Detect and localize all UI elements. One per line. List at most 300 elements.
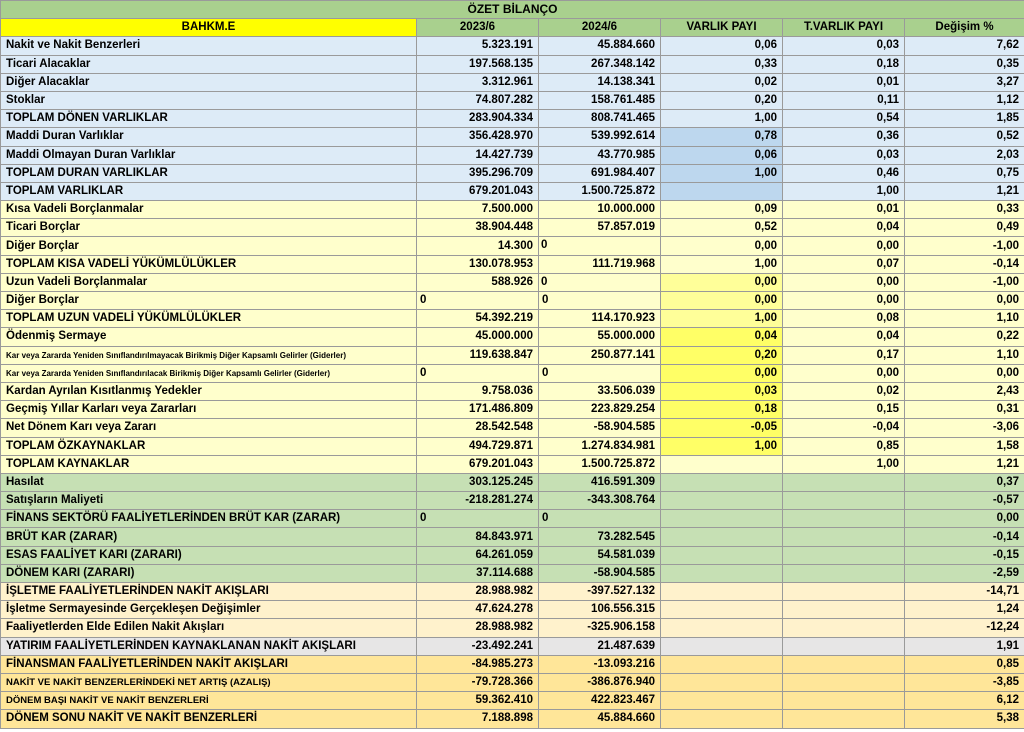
cell-2023[interactable]: 9.758.036 — [417, 382, 539, 400]
row-label[interactable]: Nakit ve Nakit Benzerleri — [1, 37, 417, 55]
row-label[interactable]: BRÜT KAR (ZARAR) — [1, 528, 417, 546]
row-label[interactable]: DÖNEM SONU NAKİT VE NAKİT BENZERLERİ — [1, 710, 417, 728]
cell-asset-share[interactable] — [661, 710, 783, 728]
cell-total-asset-share[interactable]: 0,03 — [783, 146, 905, 164]
cell-2023[interactable]: 0 — [417, 364, 539, 382]
cell-2023[interactable]: 283.904.334 — [417, 110, 539, 128]
cell-change-pct[interactable]: 6,12 — [905, 692, 1024, 710]
table-row — [1, 601, 1024, 619]
cell-2023[interactable]: -23.492.241 — [417, 637, 539, 655]
table-row — [1, 237, 1024, 255]
table-row — [1, 473, 1024, 491]
cell-2024[interactable] — [539, 401, 661, 419]
cell-2024-value: 73.282.545 — [597, 530, 655, 543]
cell-change-pct[interactable]: 0,00 — [905, 364, 1024, 382]
cell-total-asset-share[interactable]: 0,11 — [783, 91, 905, 109]
cell-2024[interactable] — [539, 292, 661, 310]
cell-change-pct[interactable]: 0,75 — [905, 164, 1024, 182]
cell-2023[interactable]: 64.261.059 — [417, 546, 539, 564]
row-label[interactable]: İşletme Sermayesinde Gerçekleşen Değişimler — [1, 601, 417, 619]
cell-2024[interactable] — [539, 146, 661, 164]
cell-2024[interactable] — [539, 110, 661, 128]
cell-2024-value: -397.527.132 — [587, 585, 655, 598]
table-row — [1, 655, 1024, 673]
cell-2024-value: 539.992.614 — [591, 130, 655, 143]
row-label[interactable]: FİNANS SEKTÖRÜ FAALİYETLERİNDEN BRÜT KAR (ZARAR) — [1, 510, 417, 528]
table-row — [1, 110, 1024, 128]
table-row — [1, 364, 1024, 382]
sheet-title-row — [1, 1, 1024, 19]
cell-total-asset-share[interactable] — [783, 510, 905, 528]
cell-2023[interactable]: 356.428.970 — [417, 128, 539, 146]
cell-2023[interactable]: 3.312.961 — [417, 73, 539, 91]
cell-total-asset-share[interactable]: 0,00 — [783, 237, 905, 255]
cell-2024[interactable] — [539, 546, 661, 564]
cell-2023[interactable]: 59.362.410 — [417, 692, 539, 710]
cell-asset-share[interactable] — [661, 637, 783, 655]
cell-asset-share[interactable]: 1,00 — [661, 310, 783, 328]
cell-total-asset-share[interactable]: 0,02 — [783, 382, 905, 400]
cell-total-asset-share[interactable]: 0,85 — [783, 437, 905, 455]
cell-2024[interactable] — [539, 128, 661, 146]
cell-change-pct[interactable]: 1,12 — [905, 91, 1024, 109]
header-asset-share[interactable]: VARLIK PAYI — [661, 19, 783, 37]
row-label[interactable]: Maddi Duran Varlıklar — [1, 128, 417, 146]
cell-asset-share[interactable] — [661, 546, 783, 564]
row-label[interactable]: TOPLAM KAYNAKLAR — [1, 455, 417, 473]
cell-2024-value: 808.741.465 — [591, 112, 655, 125]
table-row — [1, 437, 1024, 455]
cell-2023[interactable]: -84.985.273 — [417, 655, 539, 673]
cell-change-pct[interactable]: 1,10 — [905, 346, 1024, 364]
cell-2024[interactable] — [539, 637, 661, 655]
row-label[interactable]: NAKİT VE NAKİT BENZERLERİNDEKİ NET ARTIŞ (AZALIŞ) — [1, 673, 417, 691]
cell-change-pct[interactable]: -3,06 — [905, 419, 1024, 437]
cell-2024[interactable] — [539, 237, 661, 255]
cell-change-pct[interactable]: 0,85 — [905, 655, 1024, 673]
table-row — [1, 55, 1024, 73]
cell-total-asset-share[interactable]: 0,08 — [783, 310, 905, 328]
cell-asset-share[interactable]: 1,00 — [661, 255, 783, 273]
cell-asset-share[interactable]: 1,00 — [661, 110, 783, 128]
cell-2024-value: 111.719.968 — [592, 257, 655, 270]
cell-2024[interactable] — [539, 310, 661, 328]
row-label[interactable]: Kar veya Zararda Yeniden Sınıflandırılacak Birikmiş Diğer Kapsamlı Gelirler (Giderler) — [1, 364, 417, 382]
cell-asset-share[interactable]: -0,05 — [661, 419, 783, 437]
cell-asset-share[interactable]: 0,20 — [661, 91, 783, 109]
cell-2023[interactable]: 45.000.000 — [417, 328, 539, 346]
row-label[interactable]: FİNANSMAN FAALİYETLERİNDEN NAKİT AKIŞLARI — [1, 655, 417, 673]
cell-change-pct[interactable]: 1,24 — [905, 601, 1024, 619]
cell-2023[interactable]: 197.568.135 — [417, 55, 539, 73]
cell-2024[interactable] — [539, 510, 661, 528]
cell-2023[interactable]: 171.486.809 — [417, 401, 539, 419]
cell-total-asset-share[interactable]: -0,04 — [783, 419, 905, 437]
cell-2023[interactable]: 54.392.219 — [417, 310, 539, 328]
cell-2024[interactable] — [539, 492, 661, 510]
row-label[interactable]: TOPLAM KISA VADELİ YÜKÜMLÜLÜKLER — [1, 255, 417, 273]
cell-asset-share[interactable]: 0,00 — [661, 292, 783, 310]
table-row — [1, 164, 1024, 182]
cell-2024-value: -58.904.585 — [593, 566, 655, 579]
table-row — [1, 182, 1024, 200]
table-row — [1, 219, 1024, 237]
cell-total-asset-share[interactable]: 0,46 — [783, 164, 905, 182]
table-row — [1, 255, 1024, 273]
cell-total-asset-share[interactable]: 0,03 — [783, 37, 905, 55]
cell-2024-value: 691.984.407 — [591, 166, 655, 179]
row-label[interactable]: Ticari Borçlar — [1, 219, 417, 237]
cell-total-asset-share[interactable]: 0,54 — [783, 110, 905, 128]
cell-change-pct[interactable]: -3,85 — [905, 673, 1024, 691]
cell-change-pct[interactable]: 5,38 — [905, 710, 1024, 728]
row-label[interactable]: TOPLAM DURAN VARLIKLAR — [1, 164, 417, 182]
table-row — [1, 673, 1024, 691]
cell-2024[interactable] — [539, 219, 661, 237]
cell-change-pct[interactable]: 0,35 — [905, 55, 1024, 73]
cell-total-asset-share[interactable] — [783, 601, 905, 619]
row-label[interactable]: Faaliyetlerden Elde Edilen Nakit Akışları — [1, 619, 417, 637]
cell-2024-value: 54.581.039 — [597, 548, 655, 561]
table-row — [1, 401, 1024, 419]
row-label[interactable]: Ödenmiş Sermaye — [1, 328, 417, 346]
table-row — [1, 637, 1024, 655]
cell-total-asset-share[interactable] — [783, 528, 905, 546]
row-label[interactable]: TOPLAM UZUN VADELİ YÜKÜMLÜLÜKLER — [1, 310, 417, 328]
table-row — [1, 128, 1024, 146]
cell-total-asset-share[interactable] — [783, 655, 905, 673]
header-2023[interactable]: 2023/6 — [417, 19, 539, 37]
cell-change-pct[interactable]: -1,00 — [905, 273, 1024, 291]
cell-change-pct[interactable]: 1,85 — [905, 110, 1024, 128]
cell-2024[interactable] — [539, 364, 661, 382]
cell-change-pct[interactable]: -0,57 — [905, 492, 1024, 510]
cell-2024[interactable] — [539, 455, 661, 473]
cell-total-asset-share[interactable]: 0,00 — [783, 273, 905, 291]
row-label[interactable]: Diğer Borçlar — [1, 292, 417, 310]
cell-total-asset-share[interactable]: 0,04 — [783, 219, 905, 237]
row-label[interactable]: Ticari Alacaklar — [1, 55, 417, 73]
cell-total-asset-share[interactable]: 0,07 — [783, 255, 905, 273]
row-label[interactable]: Geçmiş Yıllar Karları veya Zararları — [1, 401, 417, 419]
row-label[interactable]: Maddi Olmayan Duran Varlıklar — [1, 146, 417, 164]
cell-2024-value: 21.487.639 — [597, 639, 655, 652]
cell-change-pct[interactable]: 0,31 — [905, 401, 1024, 419]
cell-asset-share[interactable]: 0,06 — [661, 146, 783, 164]
cell-2023[interactable]: -218.281.274 — [417, 492, 539, 510]
cell-asset-share[interactable] — [661, 583, 783, 601]
cell-change-pct[interactable]: -0,14 — [905, 255, 1024, 273]
cell-2023[interactable]: 5.323.191 — [417, 37, 539, 55]
cell-change-pct[interactable]: 0,37 — [905, 473, 1024, 491]
table-row — [1, 382, 1024, 400]
cell-total-asset-share[interactable] — [783, 673, 905, 691]
cell-change-pct[interactable]: 0,49 — [905, 219, 1024, 237]
cell-2024[interactable] — [539, 655, 661, 673]
cell-2024-value: 33.506.039 — [597, 385, 655, 398]
cell-asset-share[interactable]: 0,33 — [661, 55, 783, 73]
cell-2023[interactable]: -79.728.366 — [417, 673, 539, 691]
cell-2024[interactable] — [539, 692, 661, 710]
cell-total-asset-share[interactable]: 0,18 — [783, 55, 905, 73]
cell-2024[interactable] — [539, 528, 661, 546]
row-label[interactable]: TOPLAM DÖNEN VARLIKLAR — [1, 110, 417, 128]
cell-asset-share[interactable] — [661, 655, 783, 673]
table-row — [1, 146, 1024, 164]
row-label[interactable]: Diğer Borçlar — [1, 237, 417, 255]
cell-total-asset-share[interactable] — [783, 619, 905, 637]
cell-2023[interactable]: 303.125.245 — [417, 473, 539, 491]
cell-asset-share[interactable]: 0,52 — [661, 219, 783, 237]
cell-change-pct[interactable]: 1,58 — [905, 437, 1024, 455]
cell-2024-value: -58.904.585 — [593, 421, 655, 434]
cell-asset-share[interactable]: 0,20 — [661, 346, 783, 364]
cell-2024[interactable] — [539, 710, 661, 728]
cell-2024-value: 422.823.467 — [591, 694, 655, 707]
cell-2024-value: 1.500.725.872 — [581, 457, 655, 470]
table-row — [1, 73, 1024, 91]
table-row — [1, 91, 1024, 109]
cell-change-pct[interactable]: 0,00 — [905, 292, 1024, 310]
cell-2024-value: 55.000.000 — [597, 330, 655, 343]
cell-total-asset-share[interactable] — [783, 692, 905, 710]
cell-total-asset-share[interactable]: 0,00 — [783, 292, 905, 310]
cell-asset-share[interactable]: 1,00 — [661, 437, 783, 455]
cell-change-pct[interactable]: -14,71 — [905, 583, 1024, 601]
cell-asset-share[interactable]: 0,00 — [661, 364, 783, 382]
table-row — [1, 292, 1024, 310]
cell-2024-value: 45.884.660 — [597, 712, 655, 725]
cell-2023[interactable]: 28.988.982 — [417, 583, 539, 601]
cell-asset-share[interactable]: 0,18 — [661, 401, 783, 419]
cell-2024-value: 0 — [542, 294, 549, 307]
cell-2023[interactable]: 74.807.282 — [417, 91, 539, 109]
cell-asset-share[interactable]: 0,00 — [661, 273, 783, 291]
cell-change-pct[interactable]: 0,33 — [905, 201, 1024, 219]
cell-2023[interactable]: 38.904.448 — [417, 219, 539, 237]
row-label[interactable]: İŞLETME FAALİYETLERİNDEN NAKİT AKIŞLARI — [1, 583, 417, 601]
cell-total-asset-share[interactable] — [783, 710, 905, 728]
cell-asset-share[interactable] — [661, 473, 783, 491]
row-label[interactable]: Kısa Vadeli Borçlanmalar — [1, 201, 417, 219]
cell-2024-value: 0 — [542, 366, 549, 379]
table-row — [1, 692, 1024, 710]
cell-total-asset-share[interactable] — [783, 564, 905, 582]
header-change-pct[interactable]: Değişim % — [905, 19, 1024, 37]
cell-change-pct[interactable]: -12,24 — [905, 619, 1024, 637]
cell-2024-value: 45.884.660 — [597, 39, 655, 52]
header-total-asset-share[interactable]: T.VARLIK PAYI — [783, 19, 905, 37]
row-label[interactable]: Kardan Ayrılan Kısıtlanmış Yedekler — [1, 382, 417, 400]
cell-2024[interactable] — [539, 201, 661, 219]
cell-total-asset-share[interactable]: 0,01 — [783, 73, 905, 91]
cell-asset-share[interactable] — [661, 528, 783, 546]
row-label[interactable]: Diğer Alacaklar — [1, 73, 417, 91]
cell-2024[interactable] — [539, 419, 661, 437]
cell-asset-share[interactable]: 0,03 — [661, 382, 783, 400]
cell-2023[interactable]: 47.624.278 — [417, 601, 539, 619]
cell-2024[interactable] — [539, 346, 661, 364]
cell-asset-share[interactable]: 1,00 — [661, 164, 783, 182]
cell-2023[interactable]: 0 — [417, 510, 539, 528]
cell-2024-value: 43.770.985 — [597, 148, 655, 161]
cell-2024-value: 250.877.141 — [591, 348, 655, 361]
cell-total-asset-share[interactable]: 0,04 — [783, 328, 905, 346]
cell-asset-share[interactable]: 0,78 — [661, 128, 783, 146]
cell-total-asset-share[interactable] — [783, 637, 905, 655]
cell-2024[interactable] — [539, 601, 661, 619]
cell-total-asset-share[interactable]: 0,17 — [783, 346, 905, 364]
cell-asset-share[interactable]: 0,06 — [661, 37, 783, 55]
cell-2023[interactable]: 28.988.982 — [417, 619, 539, 637]
row-label[interactable]: TOPLAM VARLIKLAR — [1, 182, 417, 200]
table-row — [1, 419, 1024, 437]
cell-2023[interactable]: 0 — [417, 292, 539, 310]
table-row — [1, 528, 1024, 546]
row-label[interactable]: Satışların Maliyeti — [1, 492, 417, 510]
cell-2023[interactable]: 679.201.043 — [417, 182, 539, 200]
cell-2023[interactable]: 7.188.898 — [417, 710, 539, 728]
cell-change-pct[interactable]: 1,91 — [905, 637, 1024, 655]
row-label[interactable]: DÖNEM KARI (ZARARI) — [1, 564, 417, 582]
cell-asset-share[interactable]: 0,02 — [661, 73, 783, 91]
cell-change-pct[interactable]: 3,27 — [905, 73, 1024, 91]
cell-total-asset-share[interactable]: 0,00 — [783, 364, 905, 382]
cell-asset-share[interactable]: 0,09 — [661, 201, 783, 219]
cell-2023[interactable]: 84.843.971 — [417, 528, 539, 546]
cell-asset-share[interactable] — [661, 492, 783, 510]
cell-2024[interactable] — [539, 55, 661, 73]
header-2024[interactable]: 2024/6 — [539, 19, 661, 37]
cell-2023[interactable]: 28.542.548 — [417, 419, 539, 437]
cell-asset-share[interactable] — [661, 564, 783, 582]
cell-change-pct[interactable]: 1,10 — [905, 310, 1024, 328]
cell-total-asset-share[interactable] — [783, 583, 905, 601]
cell-2024-value: 267.348.142 — [591, 57, 655, 70]
cell-2023[interactable]: 395.296.709 — [417, 164, 539, 182]
cell-2024-value: -386.876.940 — [587, 676, 655, 689]
cell-2023[interactable]: 130.078.953 — [417, 255, 539, 273]
cell-2023[interactable]: 37.114.688 — [417, 564, 539, 582]
cell-2023[interactable]: 14.300 — [417, 237, 539, 255]
cell-2024-value: 14.138.341 — [597, 75, 655, 88]
cell-2023[interactable]: 14.427.739 — [417, 146, 539, 164]
cell-change-pct[interactable]: 2,43 — [905, 382, 1024, 400]
cell-2023[interactable]: 679.201.043 — [417, 455, 539, 473]
sheet-title[interactable]: ÖZET BİLANÇO — [1, 1, 1024, 19]
cell-total-asset-share[interactable]: 0,15 — [783, 401, 905, 419]
cell-total-asset-share[interactable]: 0,01 — [783, 201, 905, 219]
cell-2024[interactable] — [539, 673, 661, 691]
cell-change-pct[interactable]: 0,52 — [905, 128, 1024, 146]
cell-total-asset-share[interactable]: 1,00 — [783, 182, 905, 200]
table-row — [1, 564, 1024, 582]
row-label[interactable]: YATIRIM FAALİYETLERİNDEN KAYNAKLANAN NAKİT AKIŞLARI — [1, 637, 417, 655]
cell-change-pct[interactable]: 0,22 — [905, 328, 1024, 346]
row-label[interactable]: TOPLAM ÖZKAYNAKLAR — [1, 437, 417, 455]
cell-asset-share[interactable]: 0,04 — [661, 328, 783, 346]
cell-2024-zero: 0 — [541, 275, 548, 288]
cell-2024-value: 106.556.315 — [591, 603, 655, 616]
cell-2024[interactable] — [539, 255, 661, 273]
cell-2024[interactable] — [539, 182, 661, 200]
cell-asset-share[interactable] — [661, 182, 783, 200]
row-label[interactable]: ESAS FAALİYET KARI (ZARARI) — [1, 546, 417, 564]
cell-2024[interactable] — [539, 619, 661, 637]
cell-2024[interactable] — [539, 37, 661, 55]
cell-change-pct[interactable]: 1,21 — [905, 455, 1024, 473]
cell-change-pct[interactable]: 7,62 — [905, 37, 1024, 55]
cell-asset-share[interactable]: 0,00 — [661, 237, 783, 255]
table-row — [1, 583, 1024, 601]
cell-change-pct[interactable]: 0,00 — [905, 510, 1024, 528]
cell-change-pct[interactable]: -2,59 — [905, 564, 1024, 582]
cell-2023[interactable]: 7.500.000 — [417, 201, 539, 219]
cell-total-asset-share[interactable] — [783, 473, 905, 491]
table-row — [1, 310, 1024, 328]
cell-2024[interactable] — [539, 73, 661, 91]
row-label[interactable]: DÖNEM BAŞI NAKİT VE NAKİT BENZERLERİ — [1, 692, 417, 710]
cell-2024[interactable] — [539, 164, 661, 182]
row-label[interactable]: Hasılat — [1, 473, 417, 491]
cell-2024[interactable] — [539, 273, 661, 291]
cell-change-pct[interactable]: 1,21 — [905, 182, 1024, 200]
cell-total-asset-share[interactable] — [783, 492, 905, 510]
row-label[interactable]: Net Dönem Karı veya Zararı — [1, 419, 417, 437]
cell-asset-share[interactable] — [661, 601, 783, 619]
table-row — [1, 710, 1024, 728]
row-label[interactable]: Uzun Vadeli Borçlanmalar — [1, 273, 417, 291]
table-row — [1, 346, 1024, 364]
cell-2024[interactable] — [539, 564, 661, 582]
cell-change-pct[interactable]: -0,14 — [905, 528, 1024, 546]
cell-2024[interactable] — [539, 328, 661, 346]
cell-2024-value: -13.093.216 — [593, 657, 655, 670]
table-row — [1, 201, 1024, 219]
cell-total-asset-share[interactable]: 0,36 — [783, 128, 905, 146]
cell-2024[interactable] — [539, 91, 661, 109]
cell-2024[interactable] — [539, 437, 661, 455]
cell-2024-value: 1.500.725.872 — [581, 184, 655, 197]
cell-2024[interactable] — [539, 473, 661, 491]
cell-asset-share[interactable] — [661, 619, 783, 637]
cell-2024-value: 0 — [542, 512, 549, 525]
cell-2024-value: 416.591.309 — [591, 475, 655, 488]
row-label[interactable]: Kar veya Zararda Yeniden Sınıflandırılmayacak Birikmiş Diğer Kapsamlı Gelirler (Giderler) — [1, 346, 417, 364]
cell-2024[interactable] — [539, 583, 661, 601]
cell-2024-value: -343.308.764 — [587, 494, 655, 507]
cell-asset-share[interactable] — [661, 510, 783, 528]
cell-2024-value: -325.906.158 — [587, 621, 655, 634]
cell-total-asset-share[interactable]: 1,00 — [783, 455, 905, 473]
cell-2023[interactable]: 588.926 — [417, 273, 539, 291]
cell-2023[interactable]: 494.729.871 — [417, 437, 539, 455]
cell-asset-share[interactable] — [661, 673, 783, 691]
cell-total-asset-share[interactable] — [783, 546, 905, 564]
cell-2024-zero: 0 — [541, 239, 548, 252]
cell-2024[interactable] — [539, 382, 661, 400]
cell-change-pct[interactable]: -0,15 — [905, 546, 1024, 564]
row-label[interactable]: Stoklar — [1, 91, 417, 109]
table-row — [1, 273, 1024, 291]
cell-change-pct[interactable]: -1,00 — [905, 237, 1024, 255]
cell-asset-share[interactable] — [661, 692, 783, 710]
cell-change-pct[interactable]: 2,03 — [905, 146, 1024, 164]
header-ticker[interactable]: BAHKM.E — [1, 19, 417, 37]
cell-asset-share[interactable] — [661, 455, 783, 473]
cell-2023[interactable]: 119.638.847 — [417, 346, 539, 364]
table-row — [1, 37, 1024, 55]
